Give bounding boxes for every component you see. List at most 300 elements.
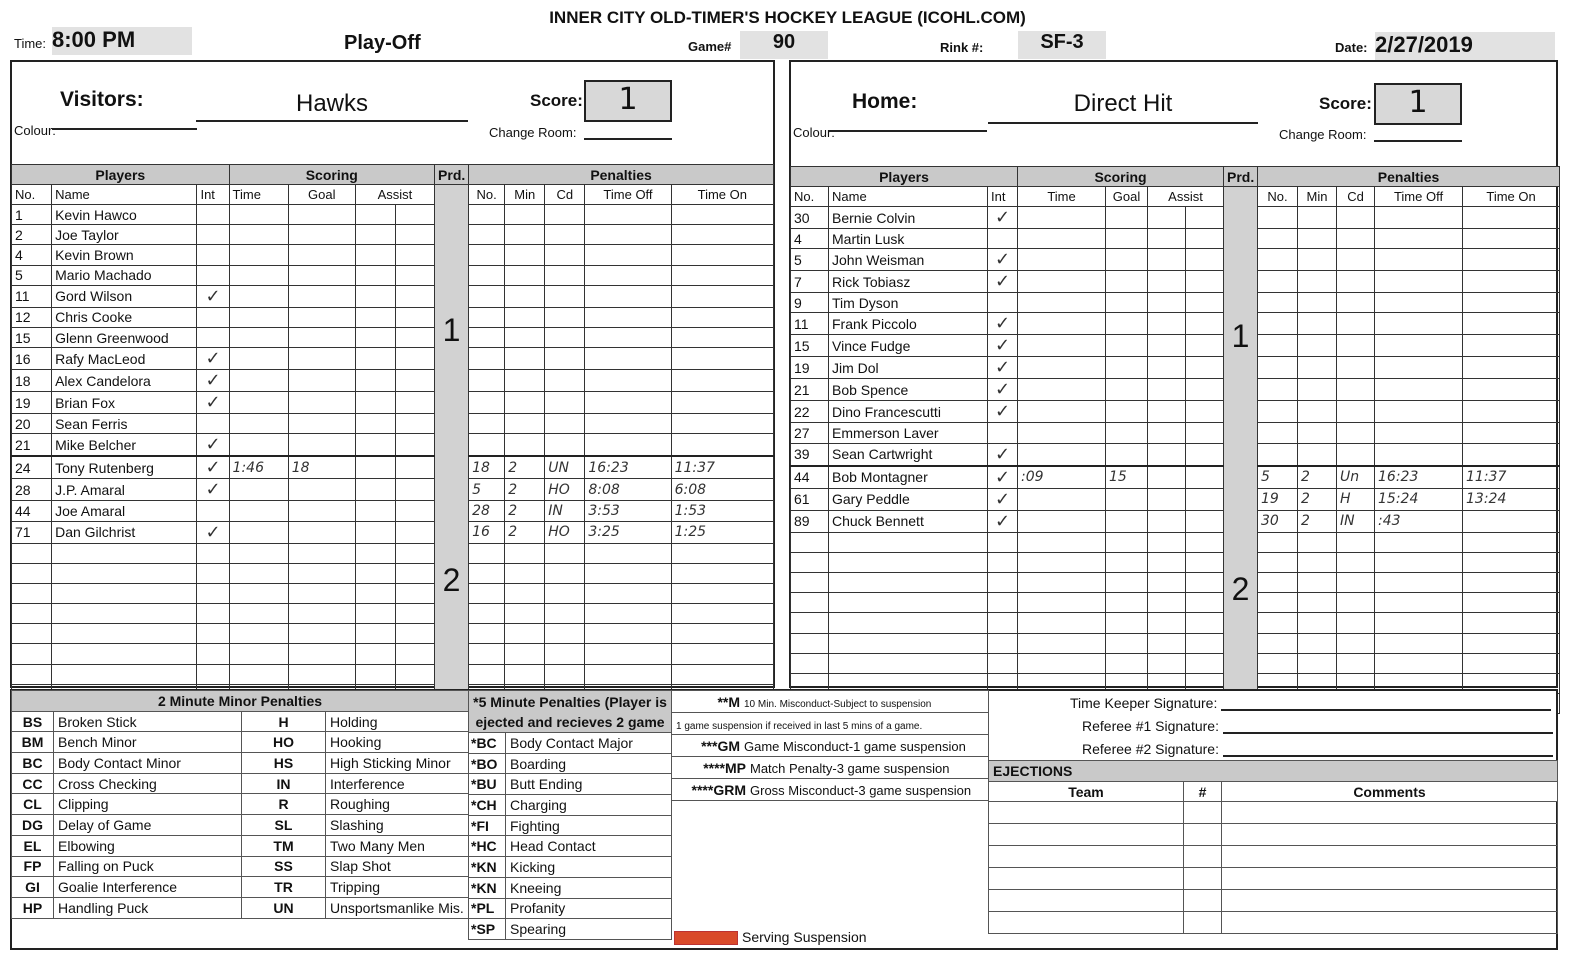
- player-number[interactable]: 19: [791, 357, 829, 379]
- penalty-code[interactable]: [545, 434, 585, 457]
- goal-time[interactable]: [229, 624, 288, 644]
- goal-time[interactable]: [229, 501, 288, 521]
- penalty-time-on[interactable]: [671, 205, 773, 225]
- penalty-time-on[interactable]: [671, 543, 773, 563]
- player-name[interactable]: Tim Dyson: [829, 293, 988, 313]
- penalty-time-off[interactable]: 3:25: [585, 521, 671, 543]
- player-int[interactable]: [197, 604, 229, 624]
- goal-scorer[interactable]: [288, 245, 355, 265]
- assist-2[interactable]: [395, 479, 434, 501]
- penalty-time-off[interactable]: 16:23: [1375, 466, 1463, 489]
- penalty-minutes[interactable]: [505, 604, 545, 624]
- player-int[interactable]: ✓: [197, 521, 229, 543]
- penalty-time-on[interactable]: [671, 563, 773, 583]
- penalty-time-on[interactable]: [1463, 293, 1560, 313]
- assist-2[interactable]: [395, 205, 434, 225]
- player-number[interactable]: 19: [12, 392, 52, 414]
- penalty-code[interactable]: [545, 265, 585, 285]
- referee1-signature[interactable]: [988, 718, 1558, 741]
- goal-time[interactable]: [229, 521, 288, 543]
- assist-2[interactable]: [1186, 207, 1224, 229]
- penalty-code[interactable]: [1337, 271, 1375, 293]
- penalty-number[interactable]: [1258, 313, 1298, 335]
- assist-1[interactable]: [355, 664, 395, 684]
- penalty-code[interactable]: [1337, 443, 1375, 466]
- goal-time[interactable]: [229, 370, 288, 392]
- penalty-time-off[interactable]: [585, 664, 671, 684]
- player-number[interactable]: 2: [12, 225, 52, 245]
- goal-time[interactable]: [229, 434, 288, 457]
- player-name[interactable]: Bernie Colvin: [829, 207, 988, 229]
- assist-1[interactable]: [1148, 572, 1186, 592]
- player-int[interactable]: [988, 552, 1018, 572]
- goal-time[interactable]: [229, 327, 288, 347]
- player-number[interactable]: 44: [12, 501, 52, 521]
- goal-scorer[interactable]: [288, 370, 355, 392]
- player-number[interactable]: 15: [791, 335, 829, 357]
- assist-1[interactable]: [355, 205, 395, 225]
- assist-1[interactable]: [1148, 443, 1186, 466]
- goal-scorer[interactable]: [1106, 229, 1148, 249]
- penalty-code[interactable]: [1337, 633, 1375, 653]
- penalty-number[interactable]: [469, 392, 505, 414]
- player-name[interactable]: Rafy MacLeod: [52, 348, 197, 370]
- goal-time[interactable]: :09: [1018, 466, 1106, 489]
- penalty-code[interactable]: [1337, 293, 1375, 313]
- assist-2[interactable]: [395, 521, 434, 543]
- assist-1[interactable]: [1148, 653, 1186, 673]
- goal-scorer[interactable]: [288, 392, 355, 414]
- penalty-code[interactable]: [545, 285, 585, 307]
- player-int[interactable]: ✓: [988, 466, 1018, 489]
- player-name[interactable]: Glenn Greenwood: [52, 327, 197, 347]
- ejection-comments[interactable]: [1222, 824, 1558, 846]
- player-number[interactable]: 16: [12, 348, 52, 370]
- goal-scorer[interactable]: [1106, 552, 1148, 572]
- player-int[interactable]: ✓: [988, 271, 1018, 293]
- player-number[interactable]: [12, 624, 52, 644]
- goal-scorer[interactable]: [1106, 423, 1148, 443]
- player-name[interactable]: Mario Machado: [52, 265, 197, 285]
- player-name[interactable]: Joe Amaral: [52, 501, 197, 521]
- penalty-number[interactable]: [469, 327, 505, 347]
- player-int[interactable]: ✓: [197, 285, 229, 307]
- goal-time[interactable]: [1018, 313, 1106, 335]
- player-number[interactable]: 21: [12, 434, 52, 457]
- player-int[interactable]: ✓: [988, 335, 1018, 357]
- player-name[interactable]: Mike Belcher: [52, 434, 197, 457]
- player-name[interactable]: Gary Peddle: [829, 488, 988, 510]
- penalty-number[interactable]: [1258, 572, 1298, 592]
- assist-1[interactable]: [1148, 593, 1186, 613]
- player-number[interactable]: 27: [791, 423, 829, 443]
- penalty-time-off[interactable]: [1375, 293, 1463, 313]
- penalty-minutes[interactable]: [505, 348, 545, 370]
- goal-scorer[interactable]: [288, 205, 355, 225]
- penalty-code[interactable]: [545, 414, 585, 434]
- penalty-minutes[interactable]: [505, 414, 545, 434]
- ejection-number[interactable]: [1184, 802, 1222, 824]
- penalty-minutes[interactable]: [505, 265, 545, 285]
- player-int[interactable]: [197, 205, 229, 225]
- penalty-number[interactable]: [1258, 613, 1298, 633]
- penalty-minutes[interactable]: [505, 434, 545, 457]
- player-int[interactable]: ✓: [988, 249, 1018, 271]
- assist-1[interactable]: [355, 456, 395, 479]
- assist-2[interactable]: [1186, 572, 1224, 592]
- player-int[interactable]: ✓: [197, 348, 229, 370]
- assist-1[interactable]: [355, 307, 395, 327]
- referee2-signature-line[interactable]: [1223, 743, 1553, 757]
- penalty-minutes[interactable]: [505, 563, 545, 583]
- player-int[interactable]: [197, 624, 229, 644]
- penalty-code[interactable]: [1337, 401, 1375, 423]
- goal-scorer[interactable]: [288, 604, 355, 624]
- player-int[interactable]: ✓: [988, 401, 1018, 423]
- penalty-code[interactable]: [545, 348, 585, 370]
- assist-2[interactable]: [1186, 488, 1224, 510]
- goal-scorer[interactable]: [288, 348, 355, 370]
- player-int[interactable]: [197, 265, 229, 285]
- assist-2[interactable]: [1186, 271, 1224, 293]
- penalty-minutes[interactable]: [1298, 293, 1337, 313]
- penalty-code[interactable]: [1337, 653, 1375, 673]
- player-name[interactable]: [829, 653, 988, 673]
- penalty-time-on[interactable]: [1463, 532, 1560, 552]
- penalty-time-on[interactable]: [671, 624, 773, 644]
- goal-time[interactable]: [1018, 335, 1106, 357]
- penalty-number[interactable]: [469, 624, 505, 644]
- penalty-time-off[interactable]: [1375, 443, 1463, 466]
- player-int[interactable]: [197, 501, 229, 521]
- assist-1[interactable]: [355, 265, 395, 285]
- player-int[interactable]: ✓: [988, 313, 1018, 335]
- penalty-number[interactable]: [469, 225, 505, 245]
- penalty-code[interactable]: [545, 604, 585, 624]
- assist-1[interactable]: [1148, 633, 1186, 653]
- player-name[interactable]: [829, 552, 988, 572]
- timekeeper-signature-line[interactable]: [1221, 697, 1551, 711]
- assist-2[interactable]: [1186, 335, 1224, 357]
- penalty-code[interactable]: [545, 307, 585, 327]
- penalty-time-off[interactable]: [1375, 532, 1463, 552]
- goal-time[interactable]: [1018, 532, 1106, 552]
- assist-1[interactable]: [1148, 271, 1186, 293]
- assist-2[interactable]: [395, 543, 434, 563]
- penalty-number[interactable]: [469, 285, 505, 307]
- assist-2[interactable]: [395, 583, 434, 603]
- player-int[interactable]: ✓: [988, 379, 1018, 401]
- goal-scorer[interactable]: [1106, 572, 1148, 592]
- penalty-code[interactable]: [1337, 593, 1375, 613]
- penalty-time-off[interactable]: 3:53: [585, 501, 671, 521]
- penalty-time-on[interactable]: [671, 370, 773, 392]
- assist-1[interactable]: [355, 604, 395, 624]
- goal-scorer[interactable]: [288, 501, 355, 521]
- ejection-team[interactable]: [989, 824, 1184, 846]
- penalty-code[interactable]: [545, 205, 585, 225]
- penalty-minutes[interactable]: [1298, 357, 1337, 379]
- player-number[interactable]: 20: [12, 414, 52, 434]
- penalty-number[interactable]: 19: [1258, 488, 1298, 510]
- ejection-comments[interactable]: [1222, 802, 1558, 824]
- goal-time[interactable]: [229, 644, 288, 664]
- goal-scorer[interactable]: [288, 479, 355, 501]
- penalty-code[interactable]: HO: [545, 521, 585, 543]
- penalty-time-on[interactable]: [1463, 593, 1560, 613]
- goal-scorer[interactable]: [288, 563, 355, 583]
- penalty-time-off[interactable]: [585, 225, 671, 245]
- penalty-code[interactable]: [545, 327, 585, 347]
- player-int[interactable]: ✓: [197, 479, 229, 501]
- penalty-time-on[interactable]: [1463, 313, 1560, 335]
- penalty-time-on[interactable]: [1463, 443, 1560, 466]
- goal-time[interactable]: [229, 307, 288, 327]
- penalty-time-on[interactable]: [671, 285, 773, 307]
- assist-2[interactable]: [1186, 552, 1224, 572]
- assist-1[interactable]: [355, 370, 395, 392]
- player-int[interactable]: [988, 653, 1018, 673]
- assist-2[interactable]: [395, 370, 434, 392]
- assist-1[interactable]: [355, 414, 395, 434]
- player-int[interactable]: [988, 293, 1018, 313]
- player-number[interactable]: [791, 633, 829, 653]
- penalty-minutes[interactable]: [505, 285, 545, 307]
- penalty-code[interactable]: [1337, 207, 1375, 229]
- goal-scorer[interactable]: [288, 521, 355, 543]
- penalty-time-on[interactable]: [671, 644, 773, 664]
- goal-time[interactable]: [1018, 488, 1106, 510]
- goal-time[interactable]: [229, 348, 288, 370]
- penalty-time-on[interactable]: [1463, 423, 1560, 443]
- penalty-time-on[interactable]: [1463, 401, 1560, 423]
- penalty-minutes[interactable]: [1298, 207, 1337, 229]
- player-name[interactable]: [829, 593, 988, 613]
- assist-1[interactable]: [1148, 510, 1186, 532]
- penalty-time-on[interactable]: [1463, 633, 1560, 653]
- player-int[interactable]: [197, 225, 229, 245]
- penalty-time-off[interactable]: [1375, 633, 1463, 653]
- penalty-time-off[interactable]: [585, 604, 671, 624]
- goal-scorer[interactable]: [288, 285, 355, 307]
- penalty-number[interactable]: [1258, 379, 1298, 401]
- player-name[interactable]: Bob Spence: [829, 379, 988, 401]
- goal-scorer[interactable]: [288, 414, 355, 434]
- penalty-time-off[interactable]: [1375, 249, 1463, 271]
- player-int[interactable]: [197, 664, 229, 684]
- player-number[interactable]: [12, 543, 52, 563]
- referee1-signature-line[interactable]: [1223, 720, 1553, 734]
- assist-2[interactable]: [395, 392, 434, 414]
- penalty-code[interactable]: [545, 664, 585, 684]
- player-name[interactable]: [829, 572, 988, 592]
- penalty-code[interactable]: IN: [1337, 510, 1375, 532]
- penalty-code[interactable]: Un: [1337, 466, 1375, 489]
- assist-2[interactable]: [395, 501, 434, 521]
- ejection-number[interactable]: [1184, 912, 1222, 934]
- penalty-number[interactable]: [469, 583, 505, 603]
- player-number[interactable]: 1: [12, 205, 52, 225]
- player-int[interactable]: ✓: [988, 488, 1018, 510]
- penalty-minutes[interactable]: 2: [505, 501, 545, 521]
- penalty-minutes[interactable]: 2: [505, 479, 545, 501]
- goal-time[interactable]: [1018, 552, 1106, 572]
- goal-scorer[interactable]: [288, 307, 355, 327]
- goal-scorer[interactable]: [1106, 249, 1148, 271]
- goal-scorer[interactable]: [288, 434, 355, 457]
- goal-time[interactable]: [229, 664, 288, 684]
- goal-scorer[interactable]: [1106, 593, 1148, 613]
- penalty-minutes[interactable]: [1298, 572, 1337, 592]
- penalty-minutes[interactable]: 2: [505, 456, 545, 479]
- assist-2[interactable]: [1186, 379, 1224, 401]
- penalty-minutes[interactable]: [505, 205, 545, 225]
- penalty-minutes[interactable]: [1298, 271, 1337, 293]
- player-number[interactable]: 5: [791, 249, 829, 271]
- assist-2[interactable]: [1186, 313, 1224, 335]
- assist-1[interactable]: [1148, 335, 1186, 357]
- player-number[interactable]: [791, 653, 829, 673]
- goal-time[interactable]: [1018, 401, 1106, 423]
- goal-time[interactable]: [1018, 572, 1106, 592]
- penalty-code[interactable]: [545, 644, 585, 664]
- assist-2[interactable]: [1186, 357, 1224, 379]
- assist-2[interactable]: [1186, 613, 1224, 633]
- assist-1[interactable]: [355, 285, 395, 307]
- goal-time[interactable]: [229, 225, 288, 245]
- assist-1[interactable]: [355, 392, 395, 414]
- player-int[interactable]: [988, 593, 1018, 613]
- assist-1[interactable]: [355, 644, 395, 664]
- assist-2[interactable]: [395, 604, 434, 624]
- penalty-number[interactable]: [1258, 593, 1298, 613]
- penalty-time-off[interactable]: [585, 348, 671, 370]
- player-name[interactable]: [829, 633, 988, 653]
- penalty-code[interactable]: [545, 583, 585, 603]
- player-number[interactable]: 11: [791, 313, 829, 335]
- player-number[interactable]: 9: [791, 293, 829, 313]
- player-number[interactable]: 4: [12, 245, 52, 265]
- player-int[interactable]: ✓: [197, 434, 229, 457]
- penalty-number[interactable]: 5: [469, 479, 505, 501]
- player-int[interactable]: [197, 307, 229, 327]
- penalty-time-on[interactable]: 13:24: [1463, 488, 1560, 510]
- player-name[interactable]: Emmerson Laver: [829, 423, 988, 443]
- assist-1[interactable]: [355, 479, 395, 501]
- penalty-time-on[interactable]: 1:25: [671, 521, 773, 543]
- assist-2[interactable]: [395, 307, 434, 327]
- assist-1[interactable]: [1148, 401, 1186, 423]
- player-number[interactable]: [12, 604, 52, 624]
- assist-1[interactable]: [1148, 313, 1186, 335]
- penalty-time-off[interactable]: [585, 265, 671, 285]
- penalty-time-on[interactable]: [671, 414, 773, 434]
- goal-scorer[interactable]: [1106, 653, 1148, 673]
- goal-scorer[interactable]: 18: [288, 456, 355, 479]
- player-number[interactable]: 30: [791, 207, 829, 229]
- assist-1[interactable]: [355, 245, 395, 265]
- ejection-number[interactable]: [1184, 868, 1222, 890]
- penalty-number[interactable]: 28: [469, 501, 505, 521]
- player-name[interactable]: [52, 563, 197, 583]
- assist-1[interactable]: [355, 327, 395, 347]
- goal-scorer[interactable]: [288, 225, 355, 245]
- ejection-number[interactable]: [1184, 890, 1222, 912]
- assist-1[interactable]: [355, 583, 395, 603]
- penalty-time-off[interactable]: [585, 205, 671, 225]
- penalty-time-on[interactable]: [671, 327, 773, 347]
- goal-time[interactable]: [229, 245, 288, 265]
- penalty-code[interactable]: UN: [545, 456, 585, 479]
- player-number[interactable]: 71: [12, 521, 52, 543]
- player-int[interactable]: [197, 327, 229, 347]
- goal-scorer[interactable]: [1106, 532, 1148, 552]
- goal-scorer[interactable]: [1106, 443, 1148, 466]
- assist-2[interactable]: [1186, 249, 1224, 271]
- player-name[interactable]: Sean Ferris: [52, 414, 197, 434]
- penalty-time-off[interactable]: [585, 307, 671, 327]
- player-name[interactable]: [52, 644, 197, 664]
- goal-scorer[interactable]: [1106, 401, 1148, 423]
- penalty-code[interactable]: [545, 225, 585, 245]
- assist-2[interactable]: [1186, 229, 1224, 249]
- penalty-code[interactable]: [1337, 379, 1375, 401]
- player-number[interactable]: [12, 644, 52, 664]
- goal-time[interactable]: [229, 285, 288, 307]
- assist-1[interactable]: [355, 624, 395, 644]
- penalty-code[interactable]: [545, 245, 585, 265]
- ejection-comments[interactable]: [1222, 912, 1558, 934]
- player-name[interactable]: Vince Fudge: [829, 335, 988, 357]
- player-number[interactable]: 89: [791, 510, 829, 532]
- penalty-time-on[interactable]: 6:08: [671, 479, 773, 501]
- player-name[interactable]: [52, 583, 197, 603]
- timekeeper-signature[interactable]: [988, 695, 1558, 718]
- assist-2[interactable]: [1186, 423, 1224, 443]
- goal-time[interactable]: [1018, 379, 1106, 401]
- penalty-time-on[interactable]: [1463, 379, 1560, 401]
- player-number[interactable]: 7: [791, 271, 829, 293]
- player-number[interactable]: 24: [12, 456, 52, 479]
- assist-2[interactable]: [395, 644, 434, 664]
- player-name[interactable]: John Weisman: [829, 249, 988, 271]
- penalty-time-off[interactable]: [1375, 335, 1463, 357]
- assist-2[interactable]: [395, 456, 434, 479]
- penalty-time-off[interactable]: [1375, 613, 1463, 633]
- penalty-number[interactable]: 16: [469, 521, 505, 543]
- player-number[interactable]: 12: [12, 307, 52, 327]
- goal-time[interactable]: [229, 205, 288, 225]
- goal-time[interactable]: [1018, 613, 1106, 633]
- assist-2[interactable]: [1186, 532, 1224, 552]
- penalty-time-off[interactable]: [585, 543, 671, 563]
- ejection-team[interactable]: [989, 890, 1184, 912]
- penalty-number[interactable]: [1258, 335, 1298, 357]
- goal-time[interactable]: [229, 479, 288, 501]
- assist-1[interactable]: [1148, 423, 1186, 443]
- player-name[interactable]: Gord Wilson: [52, 285, 197, 307]
- player-number[interactable]: [791, 552, 829, 572]
- player-int[interactable]: ✓: [988, 357, 1018, 379]
- penalty-code[interactable]: [545, 392, 585, 414]
- penalty-time-off[interactable]: 16:23: [585, 456, 671, 479]
- assist-1[interactable]: [1148, 357, 1186, 379]
- penalty-number[interactable]: [1258, 532, 1298, 552]
- player-number[interactable]: 21: [791, 379, 829, 401]
- penalty-number[interactable]: [469, 348, 505, 370]
- penalty-time-on[interactable]: [671, 225, 773, 245]
- penalty-minutes[interactable]: [505, 624, 545, 644]
